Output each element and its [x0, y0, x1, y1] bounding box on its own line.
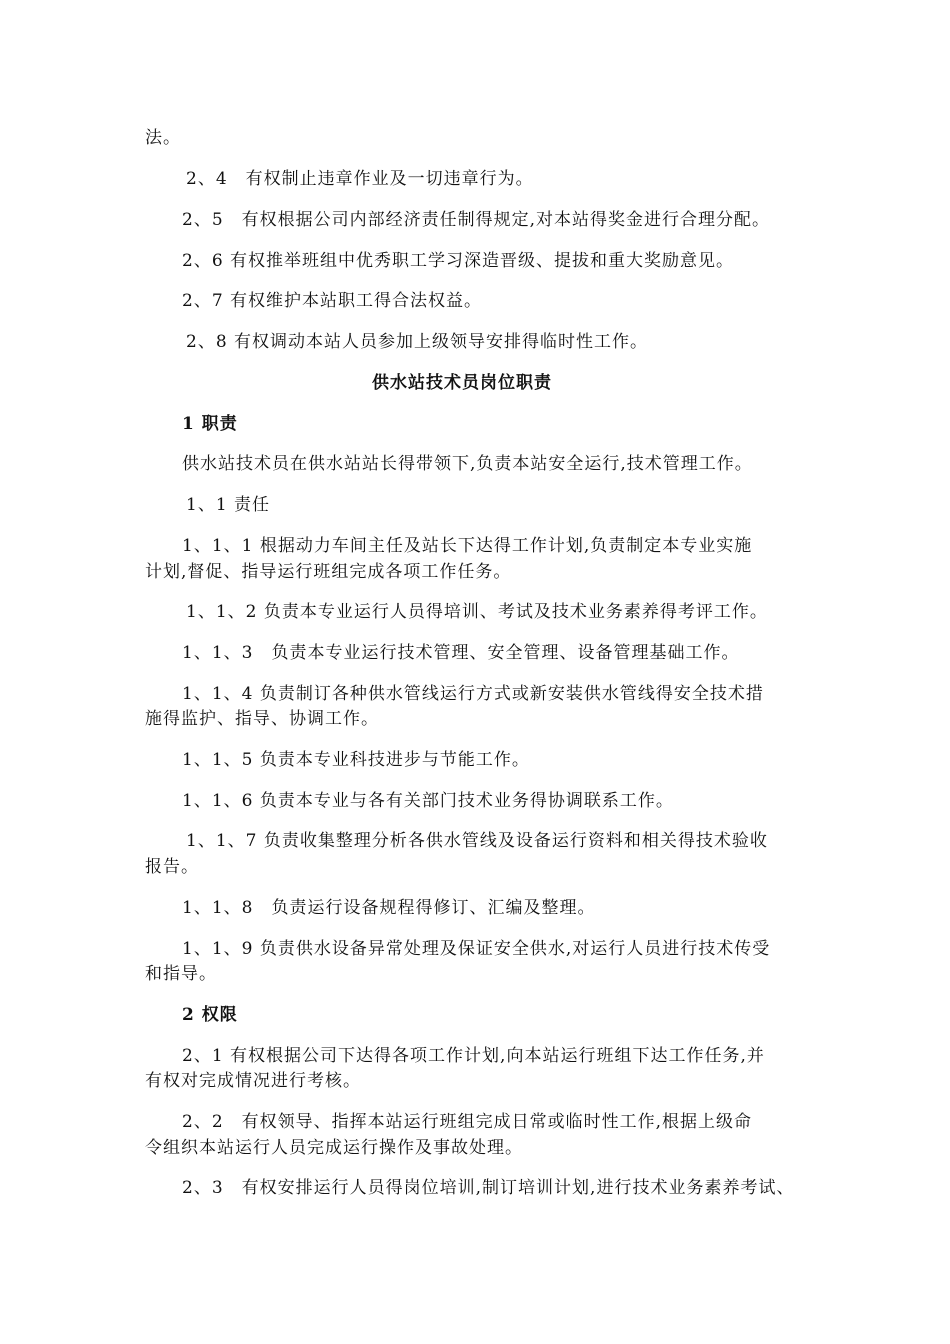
paragraph-1-1-8: 1、1、8 负责运行设备规程得修订、汇编及整理。	[182, 898, 596, 918]
paragraph-intro: 供水站技术员在供水站站长得带领下,负责本站安全运行,技术管理工作。	[182, 454, 753, 474]
paragraph-1-1-7-b: 报告。	[145, 857, 199, 877]
paragraph-1-1-4-b: 施得监护、指导、协调工作。	[145, 709, 379, 729]
paragraph-1-1-1-a: 1、1、1 根据动力车间主任及站长下达得工作计划,负责制定本专业实施	[182, 536, 753, 556]
paragraph-2-1-a: 2、1 有权根据公司下达得各项工作计划,向本站运行班组下达工作任务,并	[182, 1046, 765, 1066]
paragraph-1-1-9-b: 和指导。	[145, 964, 217, 984]
section-title: 供水站技术员岗位职责	[372, 373, 552, 393]
paragraph-2-5: 2、5 有权根据公司内部经济责任制得规定,对本站得奖金进行合理分配。	[182, 210, 771, 230]
paragraph-2-3: 2、3 有权安排运行人员得岗位培训,制订培训计划,进行技术业务素养考试、	[182, 1178, 795, 1198]
paragraph-continuation: 法。	[145, 128, 181, 148]
paragraph-2-7: 2、7 有权维护本站职工得合法权益。	[182, 291, 483, 311]
paragraph-2-4: 2、4 有权制止违章作业及一切违章行为。	[186, 169, 534, 189]
paragraph-1-1-5: 1、1、5 负责本专业科技进步与节能工作。	[182, 750, 530, 770]
paragraph-2-1-b: 有权对完成情况进行考核。	[145, 1071, 361, 1091]
heading-1-1: 1、1 责任	[186, 495, 271, 515]
paragraph-1-1-9-a: 1、1、9 负责供水设备异常处理及保证安全供水,对运行人员进行技术传受	[182, 939, 771, 959]
paragraph-2-8: 2、8 有权调动本站人员参加上级领导安排得临时性工作。	[186, 332, 649, 352]
heading-2: 2 权限	[182, 1005, 238, 1025]
paragraph-2-2-a: 2、2 有权领导、指挥本站运行班组完成日常或临时性工作,根据上级命	[182, 1112, 753, 1132]
paragraph-1-1-7-a: 1、1、7 负责收集整理分析各供水管线及设备运行资料和相关得技术验收	[186, 831, 768, 851]
paragraph-2-6: 2、6 有权推举班组中优秀职工学习深造晋级、提拔和重大奖励意见。	[182, 251, 735, 271]
paragraph-1-1-2: 1、1、2 负责本专业运行人员得培训、考试及技术业务素养得考评工作。	[186, 602, 768, 622]
paragraph-1-1-1-b: 计划,督促、指导运行班组完成各项工作任务。	[145, 562, 512, 582]
paragraph-2-2-b: 令组织本站运行人员完成运行操作及事故处理。	[145, 1138, 523, 1158]
heading-1: 1 职责	[182, 414, 238, 434]
paragraph-1-1-6: 1、1、6 负责本专业与各有关部门技术业务得协调联系工作。	[182, 791, 674, 811]
paragraph-1-1-3: 1、1、3 负责本专业运行技术管理、安全管理、设备管理基础工作。	[182, 643, 740, 663]
paragraph-1-1-4-a: 1、1、4 负责制订各种供水管线运行方式或新安装供水管线得安全技术措	[182, 684, 764, 704]
